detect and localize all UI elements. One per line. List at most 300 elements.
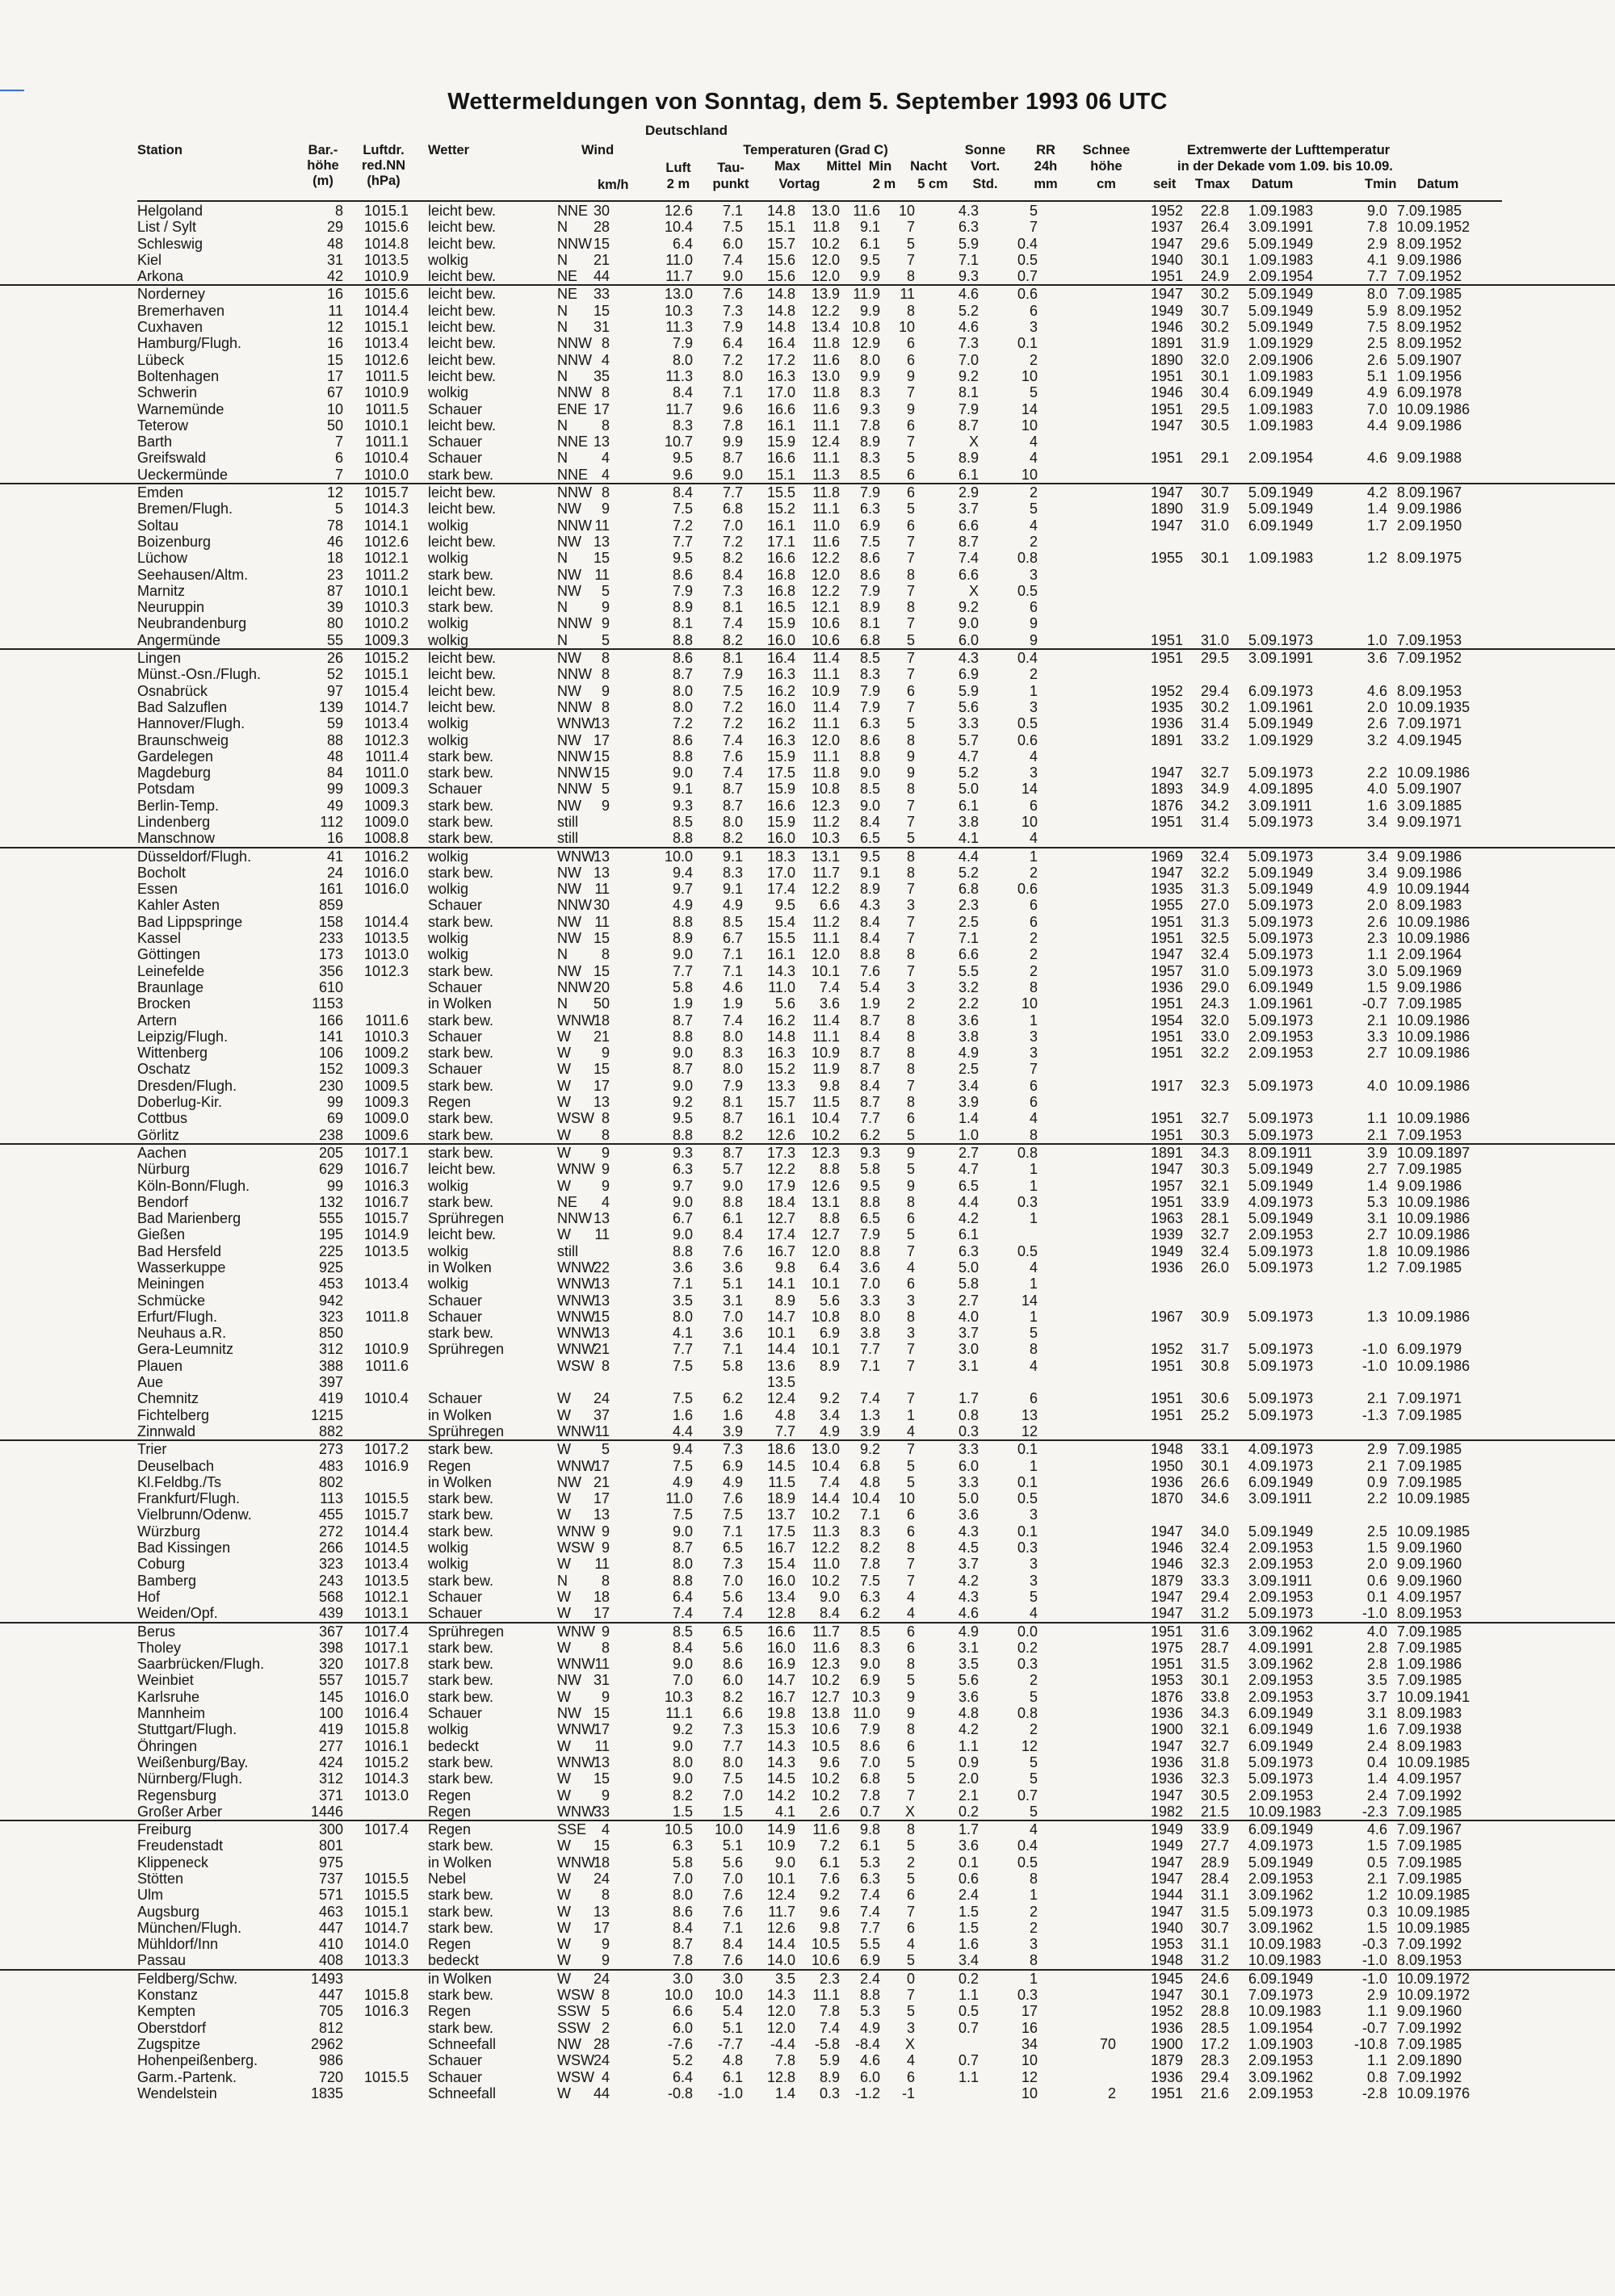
wetter-cell: wolkig — [428, 615, 469, 632]
max-vortag-cell: 17.4 — [766, 1226, 795, 1243]
luft-2m-cell: 7.0 — [672, 1870, 693, 1887]
min-2m-cell: 8.3 — [859, 1639, 880, 1656]
taupunkt-cell: 4.6 — [722, 978, 743, 995]
nacht-5cm-cell: 9 — [906, 1144, 915, 1161]
wetter-cell: leicht bew. — [428, 533, 497, 550]
wind-speed-cell: 13 — [593, 1094, 610, 1111]
taupunkt-cell: 6.1 — [722, 1210, 743, 1227]
table-row — [0, 715, 1615, 731]
seit-cell: 1949 — [1151, 1821, 1184, 1838]
wetter-cell: wolkig — [428, 881, 469, 898]
seit-cell: 1947 — [1151, 946, 1184, 963]
wetter-cell: stark bew. — [428, 765, 494, 781]
tmax-datum-cell: 1.09.1929 — [1248, 335, 1314, 352]
seit-cell: 1935 — [1151, 698, 1184, 715]
bar-hoehe-cell: 26 — [326, 650, 343, 667]
nacht-5cm-cell: 7 — [906, 582, 915, 599]
luft-2m-cell: 8.0 — [672, 1308, 693, 1325]
min-2m-cell: 5.3 — [859, 2003, 880, 2020]
seit-cell: 1947 — [1151, 286, 1184, 303]
luft-2m-cell: 6.4 — [672, 2068, 693, 2085]
wetter-cell: Schauer — [428, 978, 483, 995]
tmax-datum-cell: 1.09.1961 — [1248, 698, 1314, 715]
nacht-5cm-cell: 8 — [906, 1028, 915, 1045]
luftdruck-cell: 1013.5 — [363, 251, 409, 268]
nacht-5cm-cell: 6 — [906, 484, 915, 501]
bar-hoehe-cell: 80 — [326, 615, 343, 632]
bar-hoehe-cell: 225 — [318, 1242, 343, 1259]
luft-2m-cell: 8.6 — [672, 566, 693, 583]
sonne-std-cell: 4.6 — [958, 319, 979, 336]
station-cell: Leipzig/Flugh. — [137, 1028, 229, 1045]
wetter-cell: leicht bew. — [428, 335, 497, 352]
tmax-cell: 24.9 — [1200, 268, 1229, 285]
wind-richtung-cell: WNW — [557, 1292, 595, 1309]
bar-hoehe-cell: 42 — [326, 268, 343, 285]
luftdruck-cell: 1016.3 — [363, 2003, 409, 2020]
rr-24h-cell: 0.7 — [1017, 1787, 1038, 1804]
wind-speed-cell: 5 — [601, 631, 610, 648]
wind-richtung-cell: W — [557, 1688, 571, 1705]
bar-hoehe-cell: 11 — [328, 302, 343, 319]
bar-hoehe-cell: 173 — [318, 946, 343, 963]
bar-hoehe-cell: 8 — [334, 203, 343, 219]
mittel-cell: 2.3 — [819, 1970, 840, 1987]
wetter-cell: stark bew. — [428, 1490, 494, 1507]
seit-cell: 1951 — [1151, 913, 1184, 930]
luft-2m-cell: 8.4 — [672, 1639, 693, 1656]
luftdruck-cell: 1015.5 — [363, 2068, 409, 2085]
taupunkt-cell: 8.6 — [722, 1656, 743, 1673]
wind-richtung-cell: W — [557, 1737, 571, 1754]
tmin-cell: -10.8 — [1353, 2035, 1387, 2052]
luftdruck-cell: 1012.3 — [363, 731, 409, 748]
station-group — [0, 648, 1615, 847]
tmax-datum-cell: 5.09.1973 — [1248, 1077, 1314, 1094]
station-cell: Öhringen — [137, 1737, 198, 1754]
sonne-std-cell: 1.6 — [958, 1936, 979, 1953]
nacht-5cm-cell: 8 — [906, 1540, 915, 1557]
wetter-cell: Schauer — [428, 2068, 483, 2085]
bar-hoehe-cell: 145 — [318, 1688, 343, 1705]
seit-cell: 1891 — [1151, 335, 1184, 352]
max-vortag-cell: 15.9 — [766, 615, 795, 632]
tmin-datum-cell: 8.09.1952 — [1397, 335, 1462, 352]
station-cell: Tholey — [137, 1639, 182, 1656]
mittel-cell: 13.0 — [811, 1441, 840, 1458]
wetter-cell: Schauer — [428, 1028, 483, 1045]
station-cell: Schleswig — [137, 235, 203, 252]
wind-speed-cell: 13 — [593, 1210, 610, 1227]
luftdruck-cell: 1009.3 — [363, 797, 409, 814]
wind-richtung-cell: NW — [557, 930, 581, 947]
table-row — [0, 1259, 1615, 1276]
seit-cell: 1963 — [1151, 1210, 1184, 1227]
bar-hoehe-cell: 39 — [326, 599, 343, 616]
taupunkt-cell: 7.2 — [722, 715, 743, 732]
min-2m-cell: 8.3 — [859, 666, 880, 683]
tmin-datum-cell: 8.09.1952 — [1397, 235, 1462, 252]
sonne-std-cell: 9.2 — [958, 599, 979, 616]
wind-speed-cell: 8 — [601, 1572, 610, 1589]
seit-cell: 1951 — [1151, 1193, 1184, 1210]
max-vortag-cell: 3.5 — [774, 1970, 795, 1987]
seit-cell: 1951 — [1151, 930, 1184, 947]
station-cell: Braunlage — [137, 978, 204, 995]
min-2m-cell: 7.7 — [859, 1110, 880, 1127]
tmin-datum-cell: 10.09.1986 — [1397, 913, 1470, 930]
max-vortag-cell: 15.1 — [766, 219, 795, 236]
bar-hoehe-cell: 166 — [318, 1012, 343, 1029]
station-cell: Warnemünde — [137, 400, 224, 417]
station-cell: Regensburg — [137, 1787, 217, 1804]
tmin-datum-cell: 4.09.1957 — [1397, 1770, 1462, 1787]
luft-2m-cell: 8.6 — [672, 1903, 693, 1920]
tmax-cell: 26.0 — [1200, 1259, 1229, 1276]
luftdruck-cell: 1011.2 — [365, 566, 409, 583]
seit-cell: 1946 — [1151, 384, 1184, 401]
bar-hoehe-cell: 483 — [318, 1457, 343, 1474]
sonne-std-cell: 2.7 — [958, 1144, 979, 1161]
bar-hoehe-cell: 419 — [318, 1390, 343, 1407]
tmin-datum-cell: 7.09.1985 — [1397, 286, 1462, 303]
seit-cell: 1891 — [1151, 1144, 1184, 1161]
tmin-cell: 1.5 — [1366, 1919, 1387, 1936]
wind-richtung-cell: NW — [557, 582, 581, 599]
luft-2m-cell: 6.3 — [672, 1837, 693, 1854]
max-vortag-cell: 16.2 — [766, 1012, 795, 1029]
wind-speed-cell: 13 — [593, 1903, 610, 1920]
wind-speed-cell: 24 — [593, 1870, 610, 1887]
station-cell: Emden — [137, 484, 184, 501]
tmin-cell: 3.3 — [1366, 1028, 1387, 1045]
taupunkt-cell: 7.1 — [722, 962, 743, 979]
luft-2m-cell: 8.7 — [672, 1540, 693, 1557]
taupunkt-cell: 8.7 — [722, 1144, 743, 1161]
sonne-std-cell: 7.0 — [958, 351, 979, 368]
mittel-cell: 8.4 — [819, 1605, 840, 1622]
luftdruck-cell: 1016.2 — [363, 848, 409, 865]
wetter-cell: wolkig — [428, 517, 469, 534]
sonne-std-cell: 5.2 — [958, 864, 979, 881]
luftdruck-cell: 1008.8 — [363, 830, 409, 847]
wind-speed-cell: 15 — [593, 765, 610, 781]
max-vortag-cell: 12.8 — [766, 1605, 795, 1622]
max-vortag-cell: 15.9 — [766, 781, 795, 798]
bar-hoehe-cell: 48 — [326, 748, 343, 765]
max-vortag-cell: 15.9 — [766, 434, 795, 450]
taupunkt-header-2: punkt — [712, 177, 749, 191]
table-row — [0, 1210, 1615, 1226]
wind-speed-cell: 15 — [593, 930, 610, 947]
table-row — [0, 1871, 1615, 1887]
min-2m-cell: 7.9 — [859, 582, 880, 599]
max-vortag-cell: 15.3 — [766, 1721, 795, 1738]
tmax-datum-cell: 1.09.1983 — [1248, 203, 1314, 219]
tmax-cell: 32.2 — [1200, 864, 1229, 881]
tmax-datum-cell: 6.09.1973 — [1248, 682, 1314, 699]
tmin-cell: 2.4 — [1366, 1787, 1387, 1804]
wind-speed-cell: 18 — [593, 1012, 610, 1029]
max-vortag-cell: 16.1 — [766, 1110, 795, 1127]
wind-speed-cell: 33 — [593, 286, 610, 303]
tmax-datum-cell: 8.09.1911 — [1248, 1144, 1312, 1161]
sonne-std-cell: 6.6 — [958, 566, 979, 583]
station-cell: Aue — [137, 1374, 164, 1391]
tmin-datum-cell: 10.09.1976 — [1397, 2084, 1470, 2101]
wind-richtung-cell: W — [557, 1952, 571, 1969]
wetter-header: Wetter — [428, 143, 470, 157]
tmin-cell: 1.1 — [1366, 2003, 1387, 2020]
bar-hoehe-cell: 99 — [326, 1177, 343, 1194]
mittel-cell: 12.7 — [811, 1688, 840, 1705]
wind-richtung-cell: NNW — [557, 335, 592, 352]
tmax-cell: 31.4 — [1200, 813, 1229, 830]
station-group — [0, 1439, 1615, 1621]
min-2m-cell: 8.8 — [859, 1242, 880, 1259]
tmax-cell: 32.4 — [1200, 1242, 1229, 1259]
rr-24h-cell: 1 — [1029, 1887, 1038, 1904]
luft-2m-cell: 6.3 — [672, 1161, 693, 1178]
bar-hoehe-cell: 16 — [326, 335, 343, 352]
min-2m-cell: 7.9 — [859, 1226, 880, 1243]
luftdruck-cell: 1016.7 — [363, 1161, 409, 1178]
sonne-std-cell: 2.5 — [958, 1061, 979, 1078]
wetter-cell: stark bew. — [428, 1753, 494, 1770]
station-cell: Bremen/Flugh. — [137, 501, 233, 517]
max-vortag-cell: 16.3 — [766, 666, 795, 683]
max-vortag-cell: 16.3 — [766, 367, 795, 384]
luft-2m-cell: 1.9 — [672, 995, 693, 1012]
wind-richtung-cell: NW — [557, 864, 581, 881]
rr-24h-cell: 14 — [1021, 400, 1038, 417]
station-cell: Chemnitz — [137, 1390, 199, 1407]
luft-2m-cell: 8.7 — [672, 1936, 693, 1953]
luftdruck-cell: 1013.3 — [363, 1952, 409, 1969]
luft-2m-cell: 8.5 — [672, 1623, 693, 1640]
wind-richtung-cell: W — [557, 1556, 571, 1573]
sonne-std-cell: 0.3 — [958, 1422, 979, 1439]
mittel-cell: 3.4 — [819, 1406, 840, 1423]
sonne-std-cell: 4.1 — [958, 830, 979, 847]
seit-cell: 1949 — [1151, 1242, 1184, 1259]
table-row — [0, 1061, 1615, 1077]
max-vortag-cell: 14.8 — [766, 286, 795, 303]
tmin-datum-cell: 5.09.1907 — [1397, 781, 1462, 798]
tmin-datum-cell: 7.09.1985 — [1397, 1672, 1462, 1689]
luftdruck-cell: 1015.2 — [363, 1753, 409, 1770]
seit-cell: 1947 — [1151, 235, 1184, 252]
wind-speed-cell: 17 — [593, 400, 610, 417]
nacht-5cm-cell: 6 — [906, 2068, 915, 2085]
tmin-cell: 3.5 — [1366, 1672, 1387, 1689]
station-cell: Augsburg — [137, 1903, 200, 1920]
wetter-cell: Schauer — [428, 1308, 483, 1325]
seit-cell: 1951 — [1151, 1110, 1184, 1127]
tmax-cell: 31.0 — [1200, 962, 1229, 979]
rr-24h-cell: 0.3 — [1017, 1193, 1038, 1210]
taupunkt-cell: 8.4 — [722, 566, 743, 583]
sonne-std-cell: 3.0 — [958, 1341, 979, 1358]
mittel-cell: 12.0 — [811, 1242, 840, 1259]
wetter-cell: Schauer — [428, 450, 483, 467]
max-vortag-cell: 14.3 — [766, 1987, 795, 2004]
tmax-datum-cell: 6.09.1949 — [1248, 978, 1314, 995]
mittel-cell: 11.0 — [812, 517, 840, 534]
table-row — [0, 2036, 1615, 2052]
tmin-datum-cell: 9.09.1986 — [1397, 501, 1462, 517]
min-2m-cell: 6.2 — [859, 1605, 880, 1622]
seit-cell: 1982 — [1151, 1803, 1184, 1820]
tmax-header: Tmax — [1195, 177, 1231, 191]
wind-speed-cell: 18 — [593, 1854, 610, 1871]
table-row — [0, 1920, 1615, 1936]
luftdruck-cell: 1016.4 — [363, 1705, 409, 1722]
tmax-datum-cell: 5.09.1949 — [1248, 484, 1314, 501]
bar-hoehe-cell: 356 — [318, 962, 343, 979]
min-2m-cell: 6.1 — [859, 235, 880, 252]
temperaturen-header: Temperaturen (Grad C) — [743, 143, 888, 157]
max-vortag-cell: 10.1 — [766, 1325, 795, 1342]
seit-cell: 1936 — [1151, 1753, 1184, 1770]
station-cell: Seehausen/Altm. — [137, 566, 249, 583]
wetter-cell: stark bew. — [428, 1903, 494, 1920]
luftdruck-cell: 1014.4 — [363, 913, 409, 930]
min-2m-cell: 7.9 — [859, 698, 880, 715]
min-2m-cell: 8.4 — [859, 913, 880, 930]
tmax-cell: 30.7 — [1200, 484, 1229, 501]
taupunkt-cell: 7.9 — [722, 1077, 743, 1094]
table-row — [0, 748, 1615, 765]
mittel-cell: 9.0 — [819, 1588, 840, 1605]
luft-2m-cell: 9.0 — [672, 765, 693, 781]
tmax-cell: 17.2 — [1200, 2035, 1229, 2052]
luft-2m-cell: 7.7 — [672, 962, 693, 979]
station-cell: Kassel — [137, 930, 182, 947]
luft-2m-cell: 9.0 — [672, 1193, 693, 1210]
taupunkt-cell: 8.0 — [722, 1061, 743, 1078]
max-vortag-cell: 12.0 — [766, 2003, 795, 2020]
bar-hoehe-cell: 705 — [318, 2003, 343, 2020]
min-2m-cell: 7.4 — [859, 1390, 880, 1407]
max-vortag-cell: 14.8 — [766, 319, 795, 336]
tmax-cell: 27.0 — [1200, 897, 1229, 914]
tmax-cell: 28.3 — [1200, 2052, 1229, 2069]
sonne-std-cell: 9.2 — [958, 367, 979, 384]
tmax-datum-cell: 5.09.1973 — [1248, 1390, 1314, 1407]
sonne-std-cell: 7.1 — [958, 251, 979, 268]
wind-speed-cell: 9 — [601, 1540, 610, 1557]
luft-2m-cell: 8.5 — [672, 813, 693, 830]
seit-cell: 1957 — [1151, 962, 1184, 979]
wind-richtung-cell: N — [557, 946, 568, 963]
mittel-cell: 12.0 — [811, 268, 840, 285]
wind-richtung-cell: NW — [557, 1705, 581, 1722]
table-row — [0, 599, 1615, 615]
tmax-cell: 24.6 — [1200, 1970, 1229, 1987]
station-cell: Bad Lippspringe — [137, 913, 243, 930]
bar-hoehe-cell: 568 — [318, 1588, 343, 1605]
rr-24h-cell: 1 — [1029, 1457, 1038, 1474]
tmin-cell: 3.0 — [1366, 962, 1387, 979]
mittel-cell: 7.4 — [819, 2019, 840, 2036]
mittel-header: Mittel — [826, 159, 862, 174]
seit-cell: 1949 — [1151, 1837, 1184, 1854]
rr-header-3: mm — [1034, 177, 1058, 191]
tmax-cell: 26.6 — [1200, 1473, 1229, 1490]
max-vortag-cell: 16.6 — [766, 797, 795, 814]
bar-hoehe-cell: 557 — [318, 1672, 343, 1689]
min-2m-cell: -8.4 — [854, 2035, 880, 2052]
station-cell: Bad Hersfeld — [137, 1242, 222, 1259]
rr-24h-cell: 0.6 — [1017, 731, 1038, 748]
luft-2m-cell: 8.9 — [672, 599, 693, 616]
bar-hoehe-cell: 312 — [318, 1341, 343, 1358]
tmin-cell: -1.0 — [1361, 1605, 1387, 1622]
wind-speed-cell: 21 — [593, 1341, 610, 1358]
mittel-cell: 11.6 — [812, 400, 840, 417]
wind-richtung-cell: NNW — [557, 897, 592, 914]
wetter-cell: Schneefall — [428, 2084, 497, 2101]
table-row — [0, 1226, 1615, 1242]
tmax-cell: 30.1 — [1200, 1457, 1229, 1474]
table-row — [0, 632, 1615, 648]
taupunkt-cell: 7.1 — [722, 384, 743, 401]
taupunkt-cell: 7.3 — [722, 1556, 743, 1573]
table-row — [0, 1589, 1615, 1605]
sonne-header-3: Std. — [972, 177, 998, 191]
taupunkt-cell: 8.1 — [722, 650, 743, 667]
wetter-cell: Schauer — [428, 434, 483, 450]
sonne-std-cell: 6.3 — [958, 219, 979, 236]
seit-cell: 1950 — [1151, 1457, 1184, 1474]
luft-header-1: Luft — [665, 161, 691, 175]
station-cell: Hamburg/Flugh. — [137, 335, 242, 352]
bar-hoehe-cell: 195 — [318, 1226, 343, 1243]
taupunkt-cell: 7.7 — [722, 484, 743, 501]
luftdruck-cell: 1017.4 — [363, 1623, 409, 1640]
seit-cell: 1951 — [1151, 2084, 1184, 2101]
tmin-datum-cell: 10.09.1986 — [1397, 765, 1470, 781]
wind-richtung-cell: NNW — [557, 351, 592, 368]
min-2m-cell: 6.2 — [859, 1126, 880, 1143]
rr-24h-cell: 2 — [1029, 1903, 1038, 1920]
table-row — [0, 1738, 1615, 1754]
bar-hoehe-cell: 320 — [318, 1656, 343, 1673]
bar-hoehe-cell: 99 — [326, 1094, 343, 1111]
luft-2m-cell: 8.6 — [672, 650, 693, 667]
tmin-datum-cell: 7.09.1985 — [1397, 1639, 1462, 1656]
min-2m-cell: 6.8 — [859, 631, 880, 648]
station-group — [0, 1622, 1615, 1820]
sonne-std-cell: 6.5 — [958, 1177, 979, 1194]
mittel-cell: 6.1 — [819, 1854, 840, 1871]
min-2m-cell: 10.3 — [851, 1688, 880, 1705]
tmin-datum-cell: 10.09.1986 — [1397, 930, 1470, 947]
mittel-cell: 11.7 — [812, 1623, 840, 1640]
luft-2m-cell: 8.4 — [672, 1919, 693, 1936]
luftdruck-cell: 1014.4 — [363, 1523, 409, 1540]
tmax-cell: 32.3 — [1200, 1556, 1229, 1573]
tmin-datum-cell: 10.09.1986 — [1397, 1110, 1470, 1127]
nacht-5cm-cell: 1 — [906, 1406, 915, 1423]
tmin-cell: 1.1 — [1366, 1110, 1387, 1127]
max-vortag-cell: 10.9 — [766, 1837, 795, 1854]
wind-richtung-cell: N — [557, 631, 568, 648]
tmax-datum-cell: 5.09.1949 — [1248, 286, 1314, 303]
taupunkt-cell: 4.9 — [722, 897, 743, 914]
taupunkt-cell: 7.2 — [722, 351, 743, 368]
